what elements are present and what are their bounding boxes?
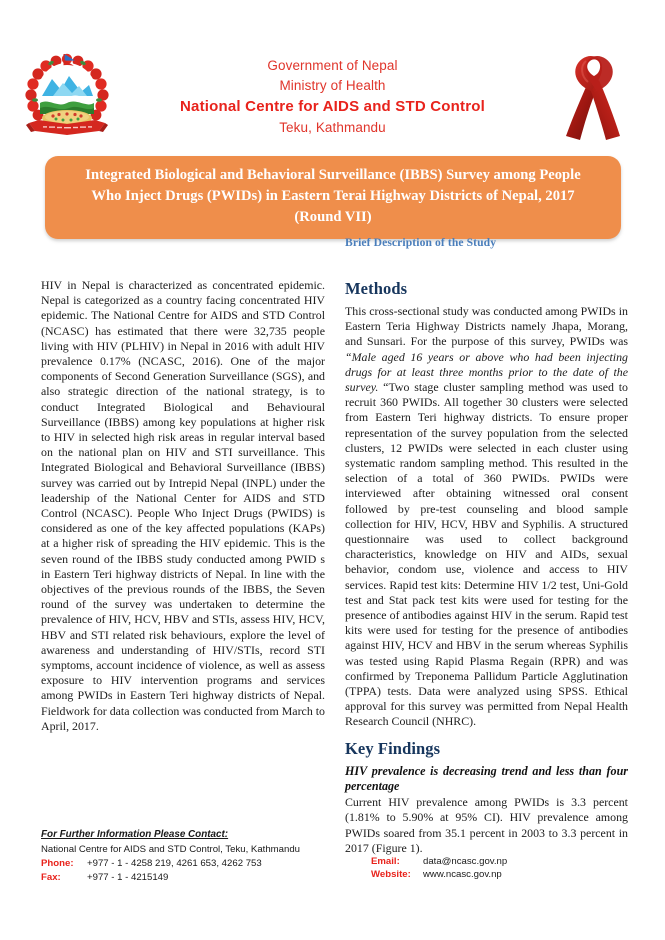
key-findings-heading: Key Findings <box>345 738 441 758</box>
methods-heading: Methods <box>345 279 408 298</box>
organization-title-block <box>120 52 545 138</box>
org-line-location: Teku, Kathmandu <box>279 120 386 135</box>
finding-1-subheading: HIV prevalence is decreasing trend and less than four percentage <box>345 763 628 793</box>
footer-phone-value: +977 - 1 - 4258 219, 4261 653, 4262 753 <box>87 858 262 869</box>
aids-ribbon-container <box>545 52 665 144</box>
methods-paragraph <box>345 304 628 730</box>
footer-website-value[interactable]: www.ncasc.gov.np <box>423 869 502 880</box>
footer-columns <box>41 843 631 885</box>
nepal-emblem-icon <box>23 52 111 146</box>
document-header <box>0 52 665 148</box>
right-text-column <box>345 236 628 856</box>
methods-definition-quote: “Male aged 16 years or above who had been injecting drugs for at least three months prior to the date of the survey. <box>345 349 628 395</box>
footer-email-value[interactable]: data@ncasc.gov.np <box>423 855 508 867</box>
methods-text-part-1: This cross-sectional study was conducted among PWIDs in Eastern Teria Highway Districts namely Jhapa, Morang, and Sunsari. For the purpose of this survey, PWIDs was <box>345 304 628 349</box>
red-aids-ribbon-icon <box>556 52 632 144</box>
org-line-government: Government of Nepal <box>267 58 398 73</box>
org-line-ncasc: National Centre for AIDS and STD Control <box>180 98 485 115</box>
footer-website-row <box>371 868 631 882</box>
document-footer <box>41 828 631 884</box>
footer-contact-title: For Further Information Please Contact: <box>41 829 229 840</box>
footer-address: National Centre for AIDS and STD Control, Teku, Kathmandu <box>41 843 300 855</box>
org-line-ministry: Ministry of Health <box>279 78 386 93</box>
finding-1-paragraph: Current HIV prevalence among PWIDs is 3.3 percent (1.81% to 5.90% at 95% CI). HIV prevalence among PWIDs soared from 35.1 percent in 2003 to 3.3 percent in 2017 (Figure 1). <box>345 795 628 855</box>
footer-fax-label: Fax: <box>41 871 61 883</box>
footer-email-label: Email: <box>371 855 400 867</box>
methods-text-part-2: “Two stage cluster sampling method was used to recruit 360 PWIDs. All together 30 clusters were selected from Eastern Teri highway districts. To ensure proper representation of the survey population from the selected clusters, 12 PWIDs were selected in each cluster using systematic random sampling method. This resulted in the selection of a total of 360 PWIDs. PWIDs were interviewed after obtaining witnessed oral consent followed by pre-test counseling and blood sample collection for HIV, HCV, HBV and Syphilis. A structured questionnaire was used to collect background characteristics, knowledge on HIV and AIDs, sexual behavior, condom use, violence and access to HIV services. Rapid test kits: Determine HIV 1/2 test, Uni-Gold test and Stat pack test kits were used for testing for the presence of antibodies against HIV in the serum. Rapid test kits were used for testing for the presence of antibodies against HIV, HCV and HBV in the serum whereas Syphilis was tested using Rapid Plasma Regain (RPR) and was confirmed by Treponema Pallidum Particle Agglutination (TPPA) tests. Data were analyzed using SPSS. Ethical approval for this survey was permitted from Nepal Health Research Council (NHRC). <box>345 380 629 729</box>
footer-fax-row <box>41 871 371 885</box>
nepal-emblem-container <box>0 52 120 146</box>
footer-website-label: Website: <box>371 869 411 880</box>
brief-description-label: Brief Description of the Study <box>345 236 497 249</box>
footer-left-block <box>41 843 371 885</box>
footer-fax-value: +977 - 1 - 4215149 <box>87 871 169 883</box>
footer-right-block <box>371 843 631 885</box>
footer-phone-row <box>41 857 371 871</box>
footer-phone-label: Phone: <box>41 858 74 869</box>
footer-email-row <box>371 855 631 869</box>
survey-title-banner: Integrated Biological and Behavioral Surveillance (IBBS) Survey among People Who Inject Drugs (PWIDs) in Eastern Terai Highway Districts of Nepal, 2017 (Round VII) <box>45 156 621 239</box>
intro-paragraph: HIV in Nepal is characterized as concentrated epidemic. Nepal is categorized as a country facing concentrated HIV epidemic. The National Centre for AIDS and STD Control (NCASC) has estimated that there were 32,735 people living with HIV (PLHIV) in Nepal in 2016 with adult HIV prevalence 0.17% (NCASC, 2016). One of the major components of Second Generation Surveillance (SGS), and also strategic direction of the national strategy, is to conduct Integrated Biological and Behavioural Surveillance (IBBS) among key populations at higher risk to HIV in selected high risk areas in regular interval based on the national plan on HIV and STI surveillance. This Integrated Biological and Behavioral Surveillance (IBBS) survey was carried out by Intrepid Nepal (INPL) under the leadership of the National Center for AIDS and STD Control (NCASC). People Who Inject Drugs (PWIDS) is considered as one of the key affected populations (KAPs) at a higher risk of spreading the HIV epidemic. This is the seven round of the IBBS study conducted among PWID s in Eastern Teri highway districts of Nepal. In line with the objectives of the previous rounds of the IBBS, the Seven round of the survey was undertaken to determine the prevalence of HIV, HCV, HBV and STIs, assess HIV, HCV, HBV and STI related risk behaviours, explore the level of awareness and understanding of HIV/STIs, record STI symptoms, account incidence of violence, as well as assess exposure to HIV intervention programs and services among PWIDs in Eastern Teri highway districts of Nepal. Fieldwork for data collection was conducted from March to April, 2017. <box>41 278 325 733</box>
left-text-column <box>41 278 325 734</box>
